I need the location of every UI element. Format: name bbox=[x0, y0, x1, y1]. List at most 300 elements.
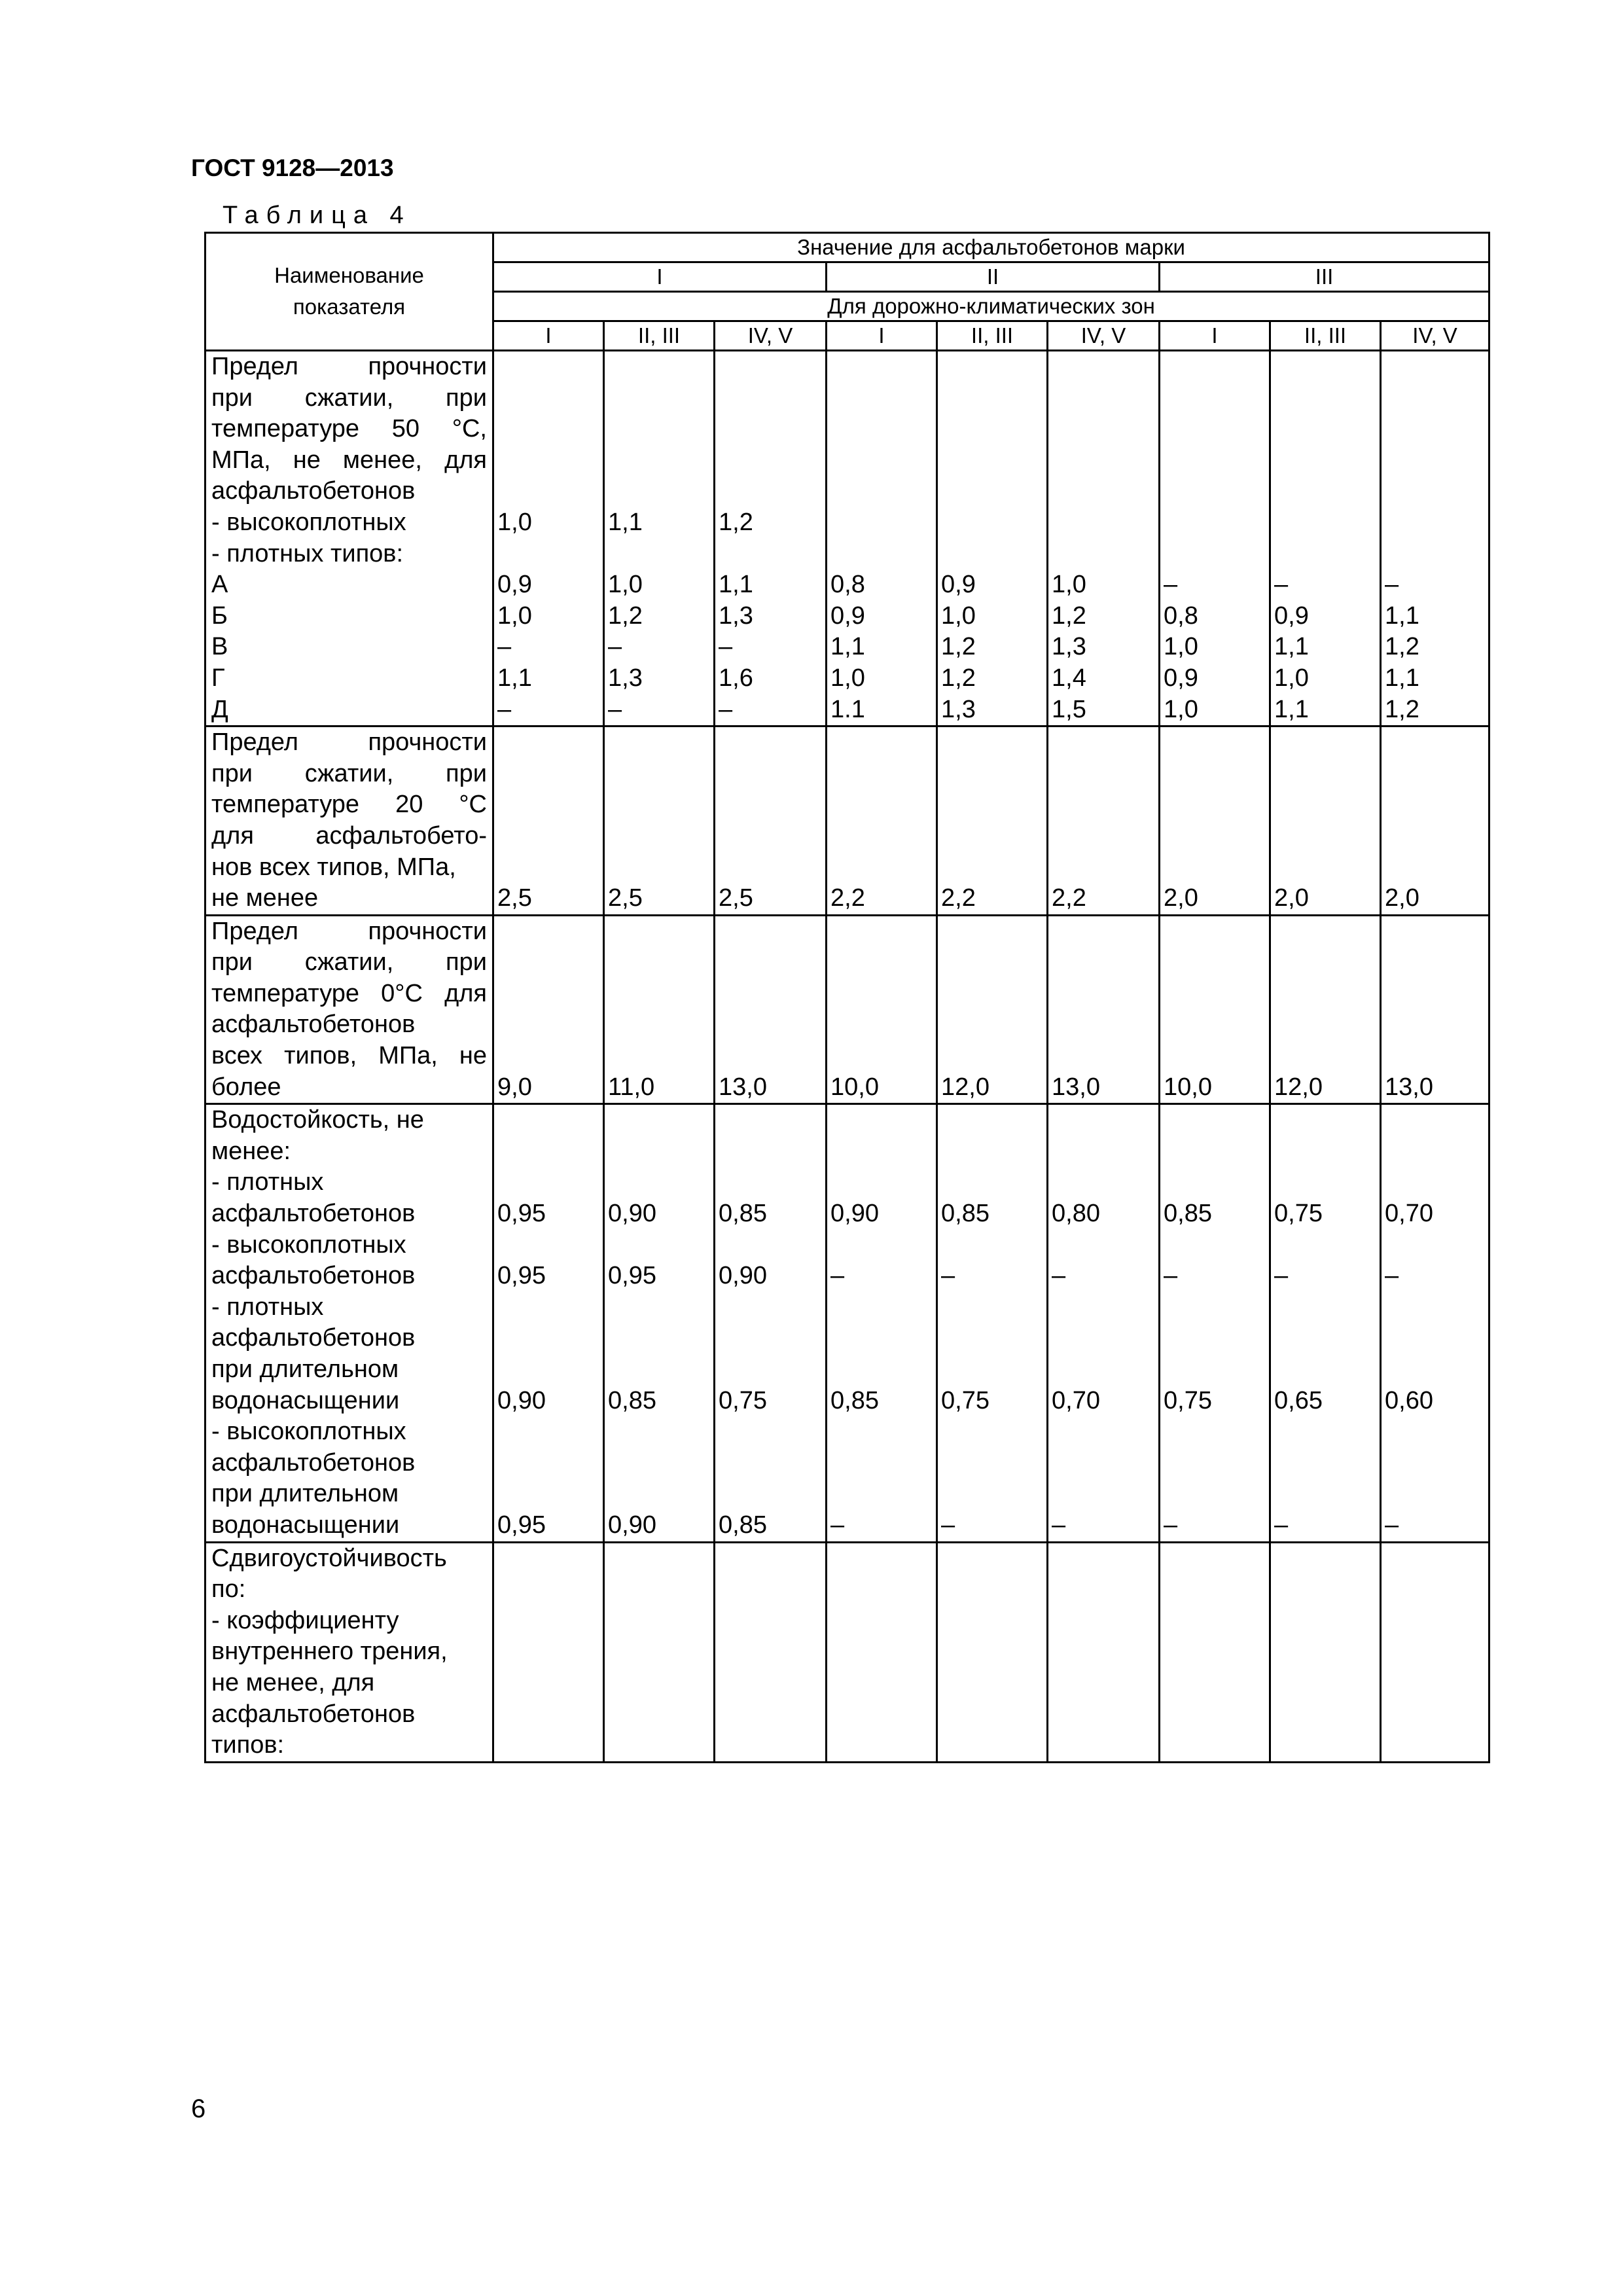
indicator-name-line: асфальтобетонов bbox=[211, 1200, 416, 1228]
value-cell bbox=[1160, 1104, 1270, 1542]
value-line: 1,0 bbox=[1164, 695, 1198, 723]
value-line bbox=[1274, 1354, 1380, 1386]
value-line bbox=[1274, 1668, 1380, 1699]
value-line bbox=[497, 1230, 603, 1261]
value-line: 0,85 bbox=[1164, 1200, 1212, 1228]
value-line bbox=[1164, 1041, 1269, 1072]
value-line bbox=[497, 789, 603, 821]
value-line bbox=[941, 1699, 1046, 1731]
value-line bbox=[497, 1292, 603, 1323]
value-line bbox=[1164, 476, 1269, 507]
value-line: 10,0 bbox=[1164, 1073, 1212, 1101]
value-line bbox=[1274, 1105, 1380, 1136]
value-line: – bbox=[1052, 1511, 1066, 1539]
value-line bbox=[941, 1636, 1046, 1668]
value-line bbox=[1164, 727, 1269, 759]
value-line bbox=[830, 916, 936, 948]
table-body bbox=[205, 351, 1489, 1763]
value-line bbox=[941, 821, 1046, 852]
value-line bbox=[608, 1479, 713, 1510]
value-line bbox=[941, 414, 1046, 445]
value-line bbox=[1385, 1041, 1488, 1072]
value-line bbox=[941, 445, 1046, 476]
indicator-name-line: асфальтобетонов bbox=[211, 477, 416, 505]
value-cell bbox=[827, 351, 937, 726]
value-line: 0,70 bbox=[1385, 1200, 1433, 1228]
value-line: 1,6 bbox=[719, 664, 753, 692]
value-line bbox=[1385, 1105, 1488, 1136]
indicator-name-line: не менее bbox=[211, 884, 319, 912]
value-line: 2,5 bbox=[719, 884, 753, 912]
value-line bbox=[608, 1009, 713, 1041]
value-line bbox=[1274, 978, 1380, 1010]
value-line bbox=[830, 727, 936, 759]
indicator-name-line: - коэффициенту bbox=[211, 1606, 399, 1634]
value-line bbox=[941, 507, 1046, 539]
value-line bbox=[1052, 539, 1158, 570]
zone-header: I bbox=[827, 321, 937, 351]
value-line bbox=[608, 1323, 713, 1354]
value-line: 9,0 bbox=[497, 1073, 532, 1101]
value-line bbox=[608, 789, 713, 821]
zone-header: II, III bbox=[1270, 321, 1381, 351]
value-cell bbox=[493, 1104, 604, 1542]
indicator-name-line: асфальтобетонов bbox=[211, 1262, 416, 1290]
indicator-name-line: Сдвигоустойчивость bbox=[211, 1544, 447, 1572]
value-line: – bbox=[1274, 1511, 1289, 1539]
indicator-name-line: - плотных bbox=[211, 1293, 324, 1321]
value-line: 1.1 bbox=[830, 695, 865, 723]
value-line bbox=[1164, 1105, 1269, 1136]
value-line bbox=[1274, 383, 1380, 414]
value-line bbox=[941, 1448, 1046, 1479]
value-line bbox=[608, 1448, 713, 1479]
value-line bbox=[719, 727, 825, 759]
value-line bbox=[608, 978, 713, 1010]
indicator-name-cell bbox=[205, 726, 493, 916]
value-line bbox=[497, 1416, 603, 1448]
value-line bbox=[830, 1167, 936, 1198]
value-line: 11,0 bbox=[608, 1073, 655, 1101]
value-line bbox=[941, 727, 1046, 759]
value-line: 0,85 bbox=[941, 1200, 990, 1228]
value-line bbox=[1164, 1292, 1269, 1323]
value-line bbox=[608, 727, 713, 759]
value-line bbox=[1052, 1448, 1158, 1479]
value-line bbox=[1274, 1167, 1380, 1198]
value-line: 1,2 bbox=[941, 664, 976, 692]
properties-table bbox=[204, 232, 1490, 1763]
value-cell bbox=[1381, 351, 1489, 726]
value-line bbox=[1052, 1167, 1158, 1198]
value-line bbox=[1274, 789, 1380, 821]
value-line bbox=[1164, 539, 1269, 570]
indicator-name-line: А bbox=[211, 571, 228, 599]
indicator-name-line: по: bbox=[211, 1575, 246, 1604]
value-cell bbox=[604, 726, 715, 916]
value-line: – bbox=[830, 1262, 845, 1290]
value-line bbox=[1052, 1543, 1158, 1575]
name-header-line: показателя bbox=[293, 294, 406, 319]
value-line bbox=[1274, 445, 1380, 476]
value-line bbox=[1385, 1636, 1488, 1668]
value-line bbox=[1164, 445, 1269, 476]
value-line: – bbox=[941, 1262, 955, 1290]
value-line: 1,1 bbox=[719, 571, 753, 599]
value-line bbox=[1164, 507, 1269, 539]
value-line bbox=[941, 1543, 1046, 1575]
indicator-name-line: при длительном bbox=[211, 1480, 399, 1508]
zone-header: II, III bbox=[937, 321, 1048, 351]
value-line: 1,1 bbox=[1385, 601, 1419, 630]
value-line: – bbox=[497, 633, 512, 661]
value-line: 0,75 bbox=[941, 1386, 990, 1414]
value-line bbox=[1274, 414, 1380, 445]
indicator-name-line: температуре 0°С для bbox=[211, 979, 487, 1007]
value-line bbox=[1164, 852, 1269, 884]
value-line bbox=[497, 445, 603, 476]
value-line bbox=[719, 1543, 825, 1575]
indicator-name-line: водонасыщении bbox=[211, 1511, 400, 1539]
value-line bbox=[1274, 1230, 1380, 1261]
value-line bbox=[1052, 1230, 1158, 1261]
value-line: – bbox=[941, 1511, 955, 1539]
value-line bbox=[1385, 1230, 1488, 1261]
value-line bbox=[1164, 1668, 1269, 1699]
value-line bbox=[719, 539, 825, 570]
value-line bbox=[1164, 351, 1269, 383]
value-line bbox=[830, 1448, 936, 1479]
name-header-line: Наименование bbox=[274, 262, 424, 287]
value-line bbox=[497, 1730, 603, 1761]
zone-header: I bbox=[1160, 321, 1270, 351]
value-line bbox=[497, 1167, 603, 1198]
value-line bbox=[1385, 1292, 1488, 1323]
value-line bbox=[1052, 1636, 1158, 1668]
value-line bbox=[497, 1105, 603, 1136]
value-line bbox=[1274, 1323, 1380, 1354]
value-line bbox=[830, 1230, 936, 1261]
value-line bbox=[497, 1354, 603, 1386]
value-line bbox=[608, 1167, 713, 1198]
value-cell bbox=[827, 915, 937, 1104]
value-cell bbox=[493, 726, 604, 916]
value-cell bbox=[1270, 915, 1381, 1104]
value-line bbox=[608, 1543, 713, 1575]
value-line bbox=[1385, 789, 1488, 821]
table-row bbox=[205, 915, 1489, 1104]
value-line: – bbox=[1274, 571, 1289, 599]
value-line bbox=[830, 351, 936, 383]
indicator-name-line: - плотных типов: bbox=[211, 539, 404, 567]
value-line bbox=[941, 1136, 1046, 1168]
indicator-name-line: температуре 50 °С, bbox=[211, 415, 487, 443]
value-line bbox=[719, 1605, 825, 1637]
value-cell bbox=[827, 726, 937, 916]
value-line bbox=[1052, 1574, 1158, 1605]
value-line bbox=[1274, 507, 1380, 539]
value-line: 2,2 bbox=[941, 884, 976, 912]
value-line bbox=[941, 1167, 1046, 1198]
value-line: 1,2 bbox=[608, 601, 643, 630]
value-line bbox=[941, 1323, 1046, 1354]
value-line bbox=[1274, 1136, 1380, 1168]
indicator-name-line: внутреннего трения, bbox=[211, 1638, 448, 1666]
value-line bbox=[1274, 1292, 1380, 1323]
value-line: 0,90 bbox=[497, 1386, 546, 1414]
value-line bbox=[1385, 1354, 1488, 1386]
indicator-name-line: Предел прочности bbox=[211, 917, 487, 945]
value-line bbox=[1385, 1136, 1488, 1168]
value-line bbox=[830, 978, 936, 1010]
indicator-name-line: для асфальтобето- bbox=[211, 821, 487, 850]
value-cell bbox=[715, 1542, 827, 1762]
value-line bbox=[1385, 1668, 1488, 1699]
value-line bbox=[830, 1323, 936, 1354]
value-line: 1,2 bbox=[1385, 695, 1419, 723]
value-line bbox=[830, 947, 936, 978]
value-line bbox=[1385, 1009, 1488, 1041]
value-line: – bbox=[1164, 571, 1178, 599]
value-cell bbox=[1381, 915, 1489, 1104]
value-line: 0,90 bbox=[830, 1200, 879, 1228]
value-line bbox=[497, 1636, 603, 1668]
value-line bbox=[608, 445, 713, 476]
value-line bbox=[719, 1636, 825, 1668]
value-cell bbox=[1270, 1104, 1381, 1542]
indicator-name-line: Г bbox=[211, 664, 225, 692]
zone-header: IV, V bbox=[1048, 321, 1160, 351]
value-line bbox=[497, 852, 603, 884]
indicator-name-line: асфальтобетонов bbox=[211, 1448, 416, 1477]
value-line bbox=[1052, 759, 1158, 790]
value-line bbox=[1164, 414, 1269, 445]
value-line: 2,0 bbox=[1164, 884, 1198, 912]
value-line bbox=[1274, 852, 1380, 884]
value-line: 0,9 bbox=[830, 601, 865, 630]
zone-header: IV, V bbox=[715, 321, 827, 351]
value-line: 0,60 bbox=[1385, 1386, 1433, 1414]
value-line bbox=[1385, 476, 1488, 507]
value-line bbox=[608, 1730, 713, 1761]
value-line bbox=[497, 351, 603, 383]
value-cell bbox=[937, 726, 1048, 916]
value-line bbox=[1052, 476, 1158, 507]
value-line bbox=[941, 1668, 1046, 1699]
value-line: 0,80 bbox=[1052, 1200, 1100, 1228]
value-cell bbox=[715, 351, 827, 726]
value-line: – bbox=[608, 633, 622, 661]
value-line: 0,85 bbox=[719, 1200, 767, 1228]
value-line bbox=[608, 476, 713, 507]
value-line bbox=[497, 1605, 603, 1637]
zone-header: IV, V bbox=[1381, 321, 1489, 351]
value-line bbox=[941, 1230, 1046, 1261]
indicator-name-cell bbox=[205, 915, 493, 1104]
value-line bbox=[608, 1605, 713, 1637]
value-line bbox=[497, 1574, 603, 1605]
value-line bbox=[941, 539, 1046, 570]
indicator-name-line: Водостойкость, не bbox=[211, 1106, 424, 1134]
indicator-name-line: асфальтобетонов bbox=[211, 1324, 416, 1352]
value-line bbox=[608, 1416, 713, 1448]
value-line bbox=[608, 852, 713, 884]
value-cell bbox=[1381, 726, 1489, 916]
value-line bbox=[1052, 1605, 1158, 1637]
value-line bbox=[1385, 852, 1488, 884]
value-cell bbox=[827, 1104, 937, 1542]
value-line bbox=[719, 1574, 825, 1605]
indicator-name-line: - плотных bbox=[211, 1168, 324, 1196]
value-cell bbox=[827, 1542, 937, 1762]
value-line bbox=[1385, 383, 1488, 414]
value-line bbox=[719, 916, 825, 948]
value-line bbox=[1274, 1416, 1380, 1448]
indicator-name-line: нов всех типов, МПа, bbox=[211, 853, 456, 881]
value-line: 2,5 bbox=[608, 884, 643, 912]
value-line: 0,9 bbox=[941, 571, 976, 599]
indicator-name-cell bbox=[205, 1104, 493, 1542]
value-line bbox=[1274, 1009, 1380, 1041]
value-line: 2,0 bbox=[1274, 884, 1309, 912]
value-line bbox=[497, 978, 603, 1010]
value-line bbox=[608, 414, 713, 445]
value-line: – bbox=[719, 695, 733, 723]
value-line: 0,85 bbox=[608, 1386, 656, 1414]
value-line: – bbox=[1164, 1262, 1178, 1290]
value-line bbox=[1164, 916, 1269, 948]
value-line: 1,3 bbox=[719, 601, 753, 630]
value-line: 1,0 bbox=[608, 571, 643, 599]
value-line bbox=[1052, 947, 1158, 978]
value-line bbox=[497, 1699, 603, 1731]
value-line bbox=[941, 759, 1046, 790]
value-line: 1,4 bbox=[1052, 664, 1086, 692]
value-line bbox=[830, 852, 936, 884]
value-line bbox=[1164, 821, 1269, 852]
value-line bbox=[1274, 759, 1380, 790]
value-line: 13,0 bbox=[719, 1073, 767, 1101]
value-line bbox=[1052, 383, 1158, 414]
value-line bbox=[1274, 821, 1380, 852]
table-row bbox=[205, 726, 1489, 916]
value-line bbox=[1385, 351, 1488, 383]
value-line bbox=[1052, 1699, 1158, 1731]
value-line bbox=[608, 1699, 713, 1731]
value-line bbox=[1164, 1136, 1269, 1168]
value-line: 0,70 bbox=[1052, 1386, 1100, 1414]
value-line: 1,0 bbox=[1052, 571, 1086, 599]
value-line: – bbox=[497, 695, 512, 723]
value-line bbox=[719, 1323, 825, 1354]
value-line bbox=[1385, 759, 1488, 790]
value-cell bbox=[604, 915, 715, 1104]
value-line bbox=[719, 476, 825, 507]
value-line bbox=[1274, 1699, 1380, 1731]
value-line: 13,0 bbox=[1052, 1073, 1100, 1101]
value-line bbox=[1052, 916, 1158, 948]
value-line bbox=[830, 445, 936, 476]
value-line: 2,5 bbox=[497, 884, 532, 912]
grade-header: II bbox=[827, 262, 1160, 292]
value-line bbox=[1274, 1543, 1380, 1575]
value-cell bbox=[604, 1542, 715, 1762]
value-cell bbox=[937, 1104, 1048, 1542]
value-line bbox=[1274, 947, 1380, 978]
value-line bbox=[941, 947, 1046, 978]
value-line: 0,95 bbox=[497, 1200, 546, 1228]
value-line: 1,2 bbox=[941, 633, 976, 661]
indicator-name-line: МПа, не менее, для bbox=[211, 446, 487, 474]
value-cell bbox=[604, 1104, 715, 1542]
value-line bbox=[1164, 1730, 1269, 1761]
value-line bbox=[497, 727, 603, 759]
value-line bbox=[941, 383, 1046, 414]
value-line bbox=[830, 1479, 936, 1510]
value-line bbox=[1385, 727, 1488, 759]
indicator-name-line: типов: bbox=[211, 1731, 285, 1759]
value-line: 12,0 bbox=[1274, 1073, 1323, 1101]
value-line: 1,0 bbox=[1274, 664, 1309, 692]
value-line bbox=[1385, 1448, 1488, 1479]
value-line bbox=[1052, 1479, 1158, 1510]
table-row bbox=[205, 1104, 1489, 1542]
value-line bbox=[608, 1636, 713, 1668]
value-line bbox=[830, 414, 936, 445]
value-line bbox=[608, 1292, 713, 1323]
value-line bbox=[719, 1105, 825, 1136]
value-line bbox=[830, 1416, 936, 1448]
value-line bbox=[1385, 1416, 1488, 1448]
value-line bbox=[1274, 1605, 1380, 1637]
value-line bbox=[1274, 351, 1380, 383]
value-line bbox=[719, 351, 825, 383]
value-line bbox=[1385, 1605, 1488, 1637]
value-line bbox=[1052, 1009, 1158, 1041]
table-row bbox=[205, 351, 1489, 726]
value-line bbox=[497, 1668, 603, 1699]
value-line bbox=[830, 1105, 936, 1136]
value-line: 1,2 bbox=[1052, 601, 1086, 630]
value-line: 1,0 bbox=[497, 508, 532, 536]
value-line: 1,1 bbox=[1274, 633, 1309, 661]
value-line bbox=[719, 1479, 825, 1510]
value-line: 1,1 bbox=[830, 633, 865, 661]
value-line bbox=[941, 1041, 1046, 1072]
zones-header: Для дорожно-климатических зон bbox=[493, 292, 1489, 321]
value-line bbox=[1052, 1292, 1158, 1323]
value-line bbox=[1274, 1041, 1380, 1072]
value-line bbox=[1385, 414, 1488, 445]
value-line bbox=[830, 1636, 936, 1668]
value-line bbox=[1052, 445, 1158, 476]
value-line bbox=[608, 1041, 713, 1072]
value-line bbox=[497, 916, 603, 948]
value-line bbox=[497, 1448, 603, 1479]
value-line: 0,65 bbox=[1274, 1386, 1323, 1414]
value-cell bbox=[493, 915, 604, 1104]
value-line bbox=[497, 1009, 603, 1041]
value-line: 1,3 bbox=[1052, 633, 1086, 661]
value-line bbox=[1164, 978, 1269, 1010]
value-line bbox=[1164, 1699, 1269, 1731]
value-line bbox=[1052, 351, 1158, 383]
value-line bbox=[1052, 978, 1158, 1010]
indicator-name-line: при сжатии, при bbox=[211, 759, 487, 787]
value-line bbox=[608, 1574, 713, 1605]
indicator-name-line: всех типов, МПа, не bbox=[211, 1042, 487, 1070]
value-line bbox=[1274, 1448, 1380, 1479]
